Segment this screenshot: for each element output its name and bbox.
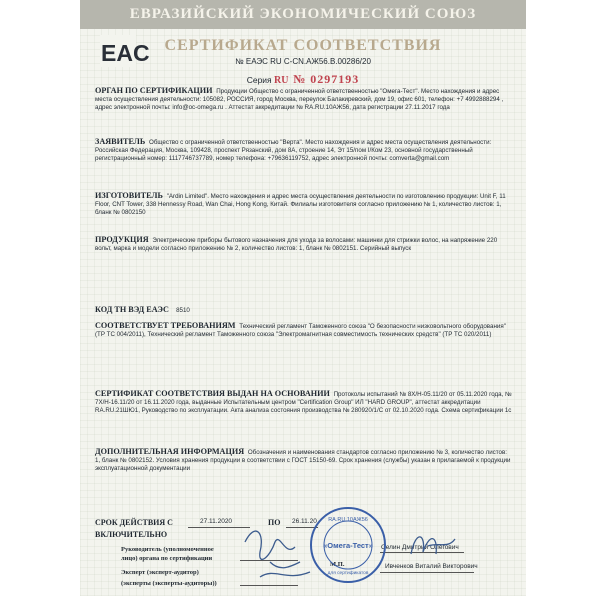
section-certification-body [95, 87, 513, 112]
validity-to-label: ПО [268, 518, 281, 527]
section-tnved [95, 306, 513, 315]
union-name: ЕВРАЗИЙСКИЙ ЭКОНОМИЧЕСКИЙ СОЮЗ [129, 6, 477, 22]
section-requirements [95, 322, 513, 339]
validity-from: 27.11.2020 [200, 518, 233, 525]
section-label: ПРОДУКЦИЯ [95, 235, 149, 244]
section-basis [95, 390, 513, 415]
section-label: КОД ТН ВЭД ЕАЭС [95, 305, 169, 314]
head-name: Селин Дмитрий Олегович [381, 544, 459, 551]
registration-number: № ЕАЭС RU C-CN.АЖ56.В.00286/20 [235, 57, 371, 66]
section-label: СЕРТИФИКАТ СООТВЕТСТВИЯ ВЫДАН НА ОСНОВАНИИ [95, 389, 330, 398]
svg-text:EAC: EAC [101, 40, 150, 66]
section-label: ДОПОЛНИТЕЛЬНАЯ ИНФОРМАЦИЯ [95, 447, 245, 456]
expert-name: Ивченков Виталий Викторович [385, 563, 478, 570]
section-label: СООТВЕТСТВУЕТ ТРЕБОВАНИЯМ [95, 321, 236, 330]
organ-stamp-icon [308, 505, 388, 585]
section-text: "Ardin Limited". Место нахождения и адрес места осуществления деятельности по изготовлению продукции: Unit F, 11 Floor, CNT Tower, 338 Hennessy Road, Wan Chai, Hong Kong, Китай. Филиалы изготовителя согласно приложению № 1, количество листов: 1, бланк № 0802150 [95, 193, 506, 216]
section-additional-info [95, 448, 513, 473]
section-text: Протоколы испытаний № 8Х/Н-05.11/20 от 05.11.2020 года, № 7Х/Н-16.11/20 от 16.11.2020 года, выданные Испытательным центром "Certification Group" ИЛ "HARD GROUP", аттестат аккредитации RA.RU.21ШЮ1, Руководство по эксплуатации. Акта анализа состояния производства № 280920/1/С от 02.10.2020 года. Схема сертификации 1с [95, 391, 512, 414]
validity-label: СРОК ДЕЙСТВИЯ С [95, 518, 173, 527]
section-text: 8510 [176, 307, 190, 314]
head-label-2: лицо) органа по сертификации [121, 555, 213, 562]
section-text: Обозначения и наименования стандартов согласно приложению № 3, количество листов: 1, бланк № 0802152. Условия хранения продукции в соответствии с ГОСТ 15150-69. Срок хранения (службы) указан в прилагаемой к продукции эксплуатационной документации [95, 449, 511, 472]
section-label: ЗАЯВИТЕЛЬ [95, 137, 146, 146]
series-number: № 0297193 [293, 72, 360, 86]
section-text: Продукции Общество с ограниченной ответственностью "Омега-Тест". Место нахождения и адрес места осуществления деятельности: 105082, РОССИЯ, город Москва, переулок Балакиревский, дом 19, офис 601, телефон: +7 4992888294 , адрес электронной почты: info@oc-omega.ru . Аттестат аккредитации № RA.RU.10АЖ56, дата регистрации 27.11.2017 года [95, 88, 504, 111]
series-code: RU [274, 75, 289, 86]
section-text: Электрические приборы бытового назначения для ухода за волосами: машинки для стрижки волос, на напряжение 220 вольт, марка и модели согласно приложению № 2, количество листов: 1, бланк № 0802151. Серийный выпуск [95, 237, 498, 252]
certificate-sheet [80, 0, 526, 596]
section-product [95, 236, 513, 253]
series-label: Серия [246, 75, 272, 85]
series-line [80, 72, 526, 87]
section-applicant [95, 138, 513, 163]
union-header-band [80, 0, 526, 29]
section-label: ОРГАН ПО СЕРТИФИКАЦИИ [95, 86, 213, 95]
section-label: ИЗГОТОВИТЕЛЬ [95, 191, 163, 200]
expert-label-2: (эксперты (эксперты-аудиторы)) [121, 580, 217, 587]
stamp-middle-text: «Омега-Тест» [323, 541, 373, 550]
expert-label-1: Эксперт (эксперт-аудитор) [121, 569, 199, 576]
stamp-bottom-text: для сертификатов [327, 571, 369, 576]
head-label-1: Руководитель (уполномоченное [121, 546, 214, 553]
section-manufacturer [95, 192, 513, 217]
expert-signature-icon [408, 524, 458, 564]
stamp-top-text: RA.RU.10АЖ56 [328, 517, 368, 523]
validity-inclusive: ВКЛЮЧИТЕЛЬНО [95, 530, 168, 539]
stamp-place-label: М.П. [330, 561, 345, 568]
section-text: Общество с ограниченной ответственностью "Верта". Место нахождения и адрес места осуществления деятельности: Российская Федерация, Москва, 109428, проспект Рязанский, дом 8А, строение 14, Эт 15/пом I/Ком 23, основной государственный регистрационный номер: 1117746737789, номер телефона: +79636119752, адрес электронной почты: comverta@gmail.com [95, 139, 492, 162]
certificate-title: СЕРТИФИКАТ СООТВЕТСТВИЯ [164, 37, 442, 54]
validity-to: 26.11.20 [292, 518, 317, 525]
section-text: Технический регламент Таможенного союза "О безопасности низковольтного оборудования" (ТР ТС 004/2011), Технический регламент Таможенного союза "Электромагнитная совместимость технических средств" (ТР ТС 020/2011) [95, 323, 506, 338]
